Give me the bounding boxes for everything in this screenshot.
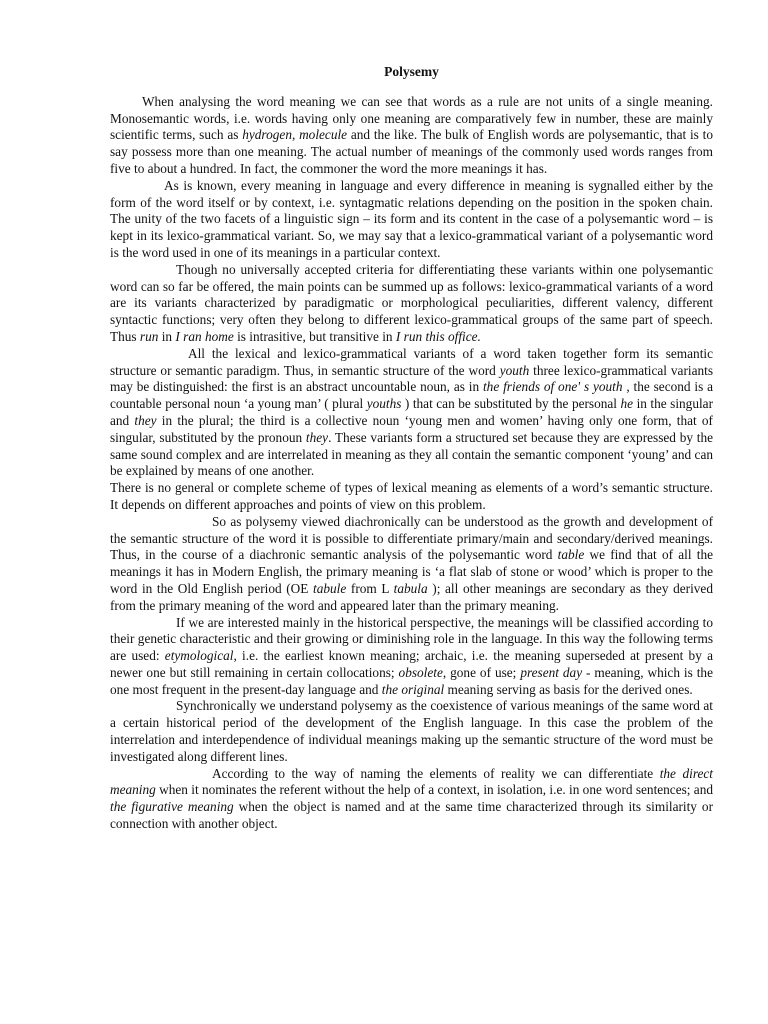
italic-term: etymological bbox=[164, 648, 234, 664]
text-run: when it nominates the referent without the help of a context, in isolation, i.e. in one word sentences; and bbox=[155, 782, 714, 798]
paragraph-7 bbox=[110, 615, 713, 699]
text-run: According to the way of naming the elements of reality we can differentiate bbox=[212, 765, 660, 781]
text-run: ); all other meanings are secondary as they derived from the primary meaning of the word and appeared later than the primary meaning. bbox=[110, 580, 713, 613]
italic-term: present day bbox=[520, 664, 583, 680]
italic-term: youths bbox=[366, 396, 402, 412]
paragraph-5 bbox=[110, 480, 713, 514]
italic-term: the direct meaning bbox=[110, 765, 713, 798]
text-run: If we are interested mainly in the historical perspective, the meanings will be classified according to their genetic characteristic and their growing or diminishing role in the language. In this way the following terms are used: bbox=[110, 614, 713, 664]
text-run: As is known, every meaning in language and every difference in meaning is sygnalled either by the form of the word itself or by context, i.e. syntagmatic relations depending on the position in the spoken chain. The unity of the two facets of a linguistic sign – its form and its content in the case of a polysemantic word – is kept in its lexico-grammatical variant. So, we may say that a lexico-grammatical variant of a polysemantic word is the word used in one of its meanings in a particular context. bbox=[110, 177, 713, 260]
italic-term: table bbox=[557, 547, 585, 563]
text-run: Though no universally accepted criteria for differentiating these variants within one polysemantic word can so far be offered, the main points can be summed up as follows: lexico-grammatical variants of a word are its variants characterized by paradigmatic or morphological peculiarities, different valency, different syntactic functions; very often they belong to different lexico-grammatical groups of the same part of speech. Thus bbox=[110, 261, 713, 344]
italic-term: the original bbox=[381, 681, 445, 697]
italic-term: they bbox=[305, 429, 329, 445]
paragraph-2 bbox=[110, 178, 713, 262]
italic-term: tabule bbox=[313, 580, 347, 596]
text-run: ) that can be substituted by the personal bbox=[401, 396, 621, 412]
text-run: is intrasitive, but transitive in bbox=[233, 328, 396, 344]
italic-term: I ran home bbox=[175, 328, 234, 344]
paragraph-4 bbox=[110, 346, 713, 480]
italic-term: the figurative meaning bbox=[110, 799, 234, 815]
text-run: When analysing the word meaning we can see that words as a rule are not units of a single meaning. Monosemantic words, i.e. words having only one meaning are comparatively few in number, these are mainly scientific terms, such as bbox=[110, 93, 713, 143]
paragraph-3 bbox=[110, 262, 713, 346]
text-run: from L bbox=[346, 580, 394, 596]
text-run: when the object is named and at the same time characterized through its similarity or connection with another object. bbox=[110, 799, 714, 832]
text-run: , the second is a countable personal noun ‘a young man’ ( plural bbox=[110, 379, 714, 412]
italic-term: hydrogen, molecule bbox=[242, 127, 348, 143]
text-run: in bbox=[158, 328, 176, 344]
document-title: Polysemy bbox=[384, 64, 439, 79]
italic-term: he bbox=[620, 396, 634, 412]
text-run: three lexico-grammatical variants may be distinguished: the first is an abstract uncountable noun, as in bbox=[110, 362, 713, 395]
text-run: All the lexical and lexico-grammatical variants of a word taken together form its semantic structure or semantic paradigm. Thus, in semantic structure of the word bbox=[110, 345, 713, 378]
paragraph-1 bbox=[110, 94, 713, 178]
text-run: , gone of use; bbox=[442, 664, 521, 680]
text-run: So as polysemy viewed diachronically can be understood as the growth and development of the semantic structure of the word it is possible to differentiate primary/main and secondary/derived meanings. Thus, in the course of a diachronic semantic analysis of the polysemantic word bbox=[110, 513, 713, 563]
text-run: we find that of all the meanings it has in Modern English, the primary meaning is ‘a flat slab of stone or wood’ which is proper to the word in the Old English period (OE bbox=[110, 547, 713, 596]
text-run: Synchronically we understand polysemy as the coexistence of various meanings of the same word at a certain historical period of the development of the English language. In this case the problem of the interrelation and interdependence of individual meanings making up the semantic structure of the word must be investigated along different lines. bbox=[110, 698, 713, 764]
document-page bbox=[110, 64, 713, 833]
paragraph-8 bbox=[110, 698, 713, 765]
text-run: , i.e. the earliest known meaning; archaic, i.e. the meaning superseded at present by a newer one but still remaining in certain collocations; bbox=[110, 648, 714, 680]
italic-term: run bbox=[139, 328, 159, 344]
paragraph-9 bbox=[110, 766, 713, 833]
text-run: and the like. The bulk of English words are polysemantic, that is to say possess more than one meaning. The actual number of meanings of the commonly used words ranges from five to about a hundred. In fact, the commoner the word the more meanings it has. bbox=[110, 127, 713, 176]
paragraph-6 bbox=[110, 514, 713, 615]
text-run: in the plural; the third is a collective noun ‘young men and women’ having only one form, that of singular, substituted by the pronoun bbox=[110, 412, 713, 445]
text-run: in the singular and bbox=[110, 396, 713, 428]
italic-term: I run this office. bbox=[395, 328, 481, 344]
text-run: There is no general or complete scheme of types of lexical meaning as elements of a word’s semantic structure. It depends on different approaches and points of view on this problem. bbox=[110, 480, 713, 512]
italic-term: obsolete bbox=[398, 664, 443, 680]
italic-term: the friends of one' s youth bbox=[482, 379, 623, 395]
italic-term: tabula bbox=[393, 580, 428, 596]
text-run: . These variants form a structured set because they are expressed by the same sound complex and are interrelated in meaning as they all contain the semantic component ‘young’ and can be explained by means of one another. bbox=[110, 429, 713, 479]
text-run: meaning serving as basis for the derived ones. bbox=[444, 681, 693, 697]
italic-term: youth bbox=[499, 362, 530, 378]
text-run: - meaning, which is the one most frequent in the present-day language and bbox=[110, 664, 713, 697]
italic-term: they bbox=[134, 412, 157, 428]
